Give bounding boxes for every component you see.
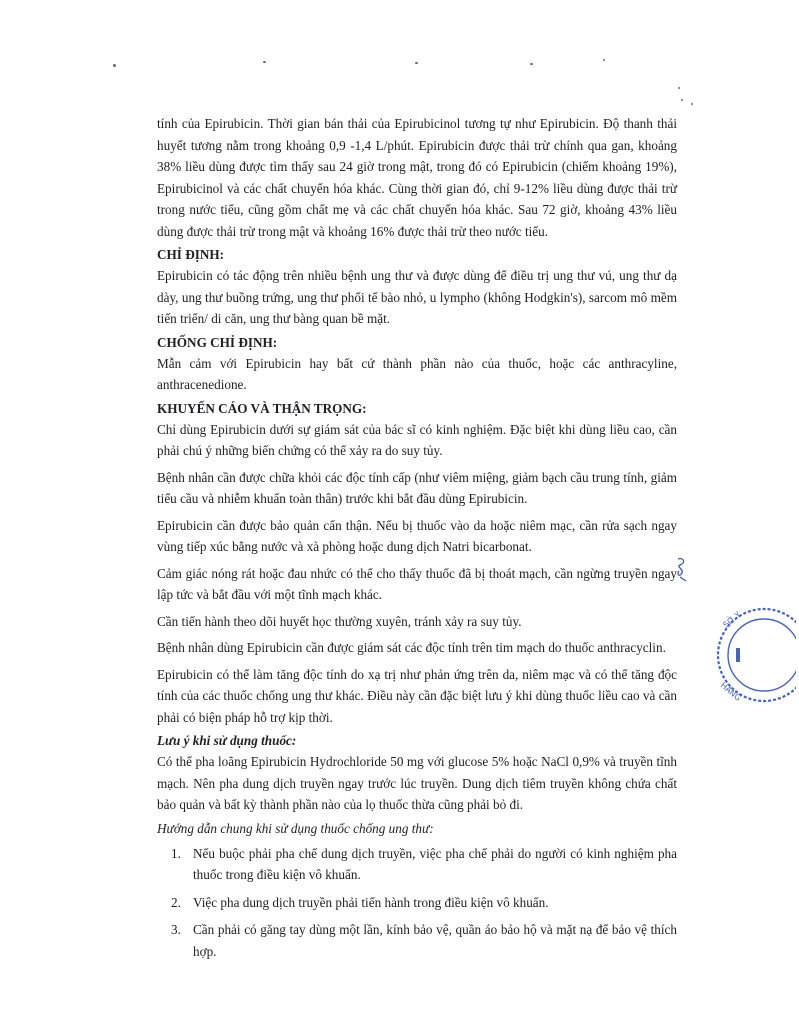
indications-text: Epirubicin có tác động trên nhiều bệnh ung thư và được dùng để điều trị ung thư vú, ung thư dạ dày, ung thư buồng trứng, ung thư phổi tế bào nhỏ, u lympho (không Hodgkin's), sarcom mô mềm tiến triển/ di căn, ung thư bàng quan bề mặt. xyxy=(157,268,677,326)
scan-speck xyxy=(415,62,418,64)
scan-speck xyxy=(691,103,693,105)
contraindications-text: Mẫn cảm với Epirubicin hay bất cứ thành phần nào của thuốc, hoặc các anthracyline, anthracenedione. xyxy=(157,355,677,392)
list-item xyxy=(171,892,677,914)
warnings-paragraph: Bệnh nhân dùng Epirubicin cần được giám sát các độc tính trên tim mạch do thuốc anthracyclin. xyxy=(157,640,666,655)
stamp-seal-icon xyxy=(706,600,796,710)
contraindications-heading: CHỐNG CHỈ ĐỊNH: xyxy=(157,334,278,350)
step-number: 3. xyxy=(171,922,181,937)
svg-text:SỞ Y: SỞ Y xyxy=(721,609,743,630)
scan-speck xyxy=(678,87,680,89)
list-item xyxy=(171,843,677,886)
warnings-paragraph: Cảm giác nóng rát hoặc đau nhức có thể cho thấy thuốc đã bị thoát mạch, cần ngừng truyền ngay lập tức và bắt đầu với một tĩnh mạch khác. xyxy=(157,565,677,602)
svg-text:HÀNG: HÀNG xyxy=(718,680,743,703)
usage-notes-heading: Lưu ý khi sử dụng thuốc: xyxy=(157,733,297,748)
document-body xyxy=(157,113,677,968)
warnings-paragraph: Epirubicin cần được bảo quản cẩn thận. Nếu bị thuốc vào da hoặc niêm mạc, cần rửa sạch ngay vùng tiếp xúc bằng nước và xà phòng hoặc dung dịch Natri bicarbonat. xyxy=(157,517,677,554)
warnings-heading: KHUYẾN CÁO VÀ THẬN TRỌNG: xyxy=(157,400,367,416)
pharmacokinetics-paragraph: tính của Epirubicin. Thời gian bán thải của Epirubicinol tương tự như Epirubicin. Độ thanh thải huyết tương nằm trong khoảng 0,9 -1,4 L/phút. Epirubicin được thải trừ chính qua gan, khoảng 38% liều dùng được tìm thấy sau 24 giờ trong mật, trong đó có Epirubicin (chiếm khoảng 19%), Epirubicinol và các chất chuyển hóa khác. Cùng thời gian đó, chỉ 9-12% liều dùng được thải trừ trong nước tiểu, cũng gồm chất mẹ và các chất chuyển hóa khác. Sau 72 giờ, khoảng 43% liều dùng được thải trừ trong mật và khoảng 16% được thải trừ theo nước tiểu. xyxy=(157,116,677,239)
step-number: 1. xyxy=(171,845,181,861)
warnings-paragraph: Bệnh nhân cần được chữa khỏi các độc tính cấp (như viêm miệng, giảm bạch cầu trung tính, giảm tiểu cầu và nhiễm khuẩn toàn thân) trước khi bắt đầu dùng Epirubicin. xyxy=(157,469,677,506)
step-text: Việc pha dung dịch truyền phải tiến hành trong điều kiện vô khuẩn. xyxy=(193,894,549,910)
warnings-paragraph: Epirubicin có thể làm tăng độc tính do xạ trị như phản ứng trên da, niêm mạc và có thể tăng độc tính của các thuốc chống ung thư khác. Điều này cần đặc biệt lưu ý khi dùng thuốc liều cao và cần phải có biện pháp hỗ trợ kịp thời. xyxy=(157,666,677,725)
scan-speck xyxy=(681,99,683,101)
warnings-paragraph: Cần tiến hành theo dõi huyết học thường xuyên, tránh xảy ra suy tủy. xyxy=(157,613,522,629)
scan-speck xyxy=(603,59,605,61)
scan-speck xyxy=(263,61,266,63)
usage-notes-text: Có thể pha loãng Epirubicin Hydrochloride 50 mg với glucose 5% hoặc NaCl 0,9% và truyền tĩnh mạch. Nên pha dung dịch truyền ngay trước lúc truyền. Dung dịch tiêm truyền không chứa chất bảo quản và bất kỳ thành phần nào của lọ thuốc thừa cũng phải bỏ đi. xyxy=(157,754,677,812)
step-text: Nếu buộc phải pha chế dung dịch truyền, việc pha chế phải do người có kinh nghiệm pha thuốc trong điều kiện vô khuẩn. xyxy=(193,845,677,882)
step-number: 2. xyxy=(171,894,181,910)
scan-speck xyxy=(113,64,116,67)
scan-speck xyxy=(530,63,533,65)
step-text: Cần phải có găng tay dùng một lần, kính bảo vệ, quần áo bảo hộ và mặt nạ để bảo vệ thích hợp. xyxy=(193,922,677,959)
general-guidance-heading: Hướng dẫn chung khi sử dụng thuốc chống ung thư: xyxy=(157,820,434,836)
indications-heading: CHỈ ĐỊNH: xyxy=(157,247,225,262)
guidance-steps-list xyxy=(157,843,677,963)
list-item xyxy=(171,919,677,962)
warnings-paragraph: Chỉ dùng Epirubicin dưới sự giám sát của bác sĩ có kinh nghiệm. Đặc biệt khi dùng liều cao, cần phải chú ý những biến chứng có thể xảy ra do suy tủy. xyxy=(157,421,677,458)
